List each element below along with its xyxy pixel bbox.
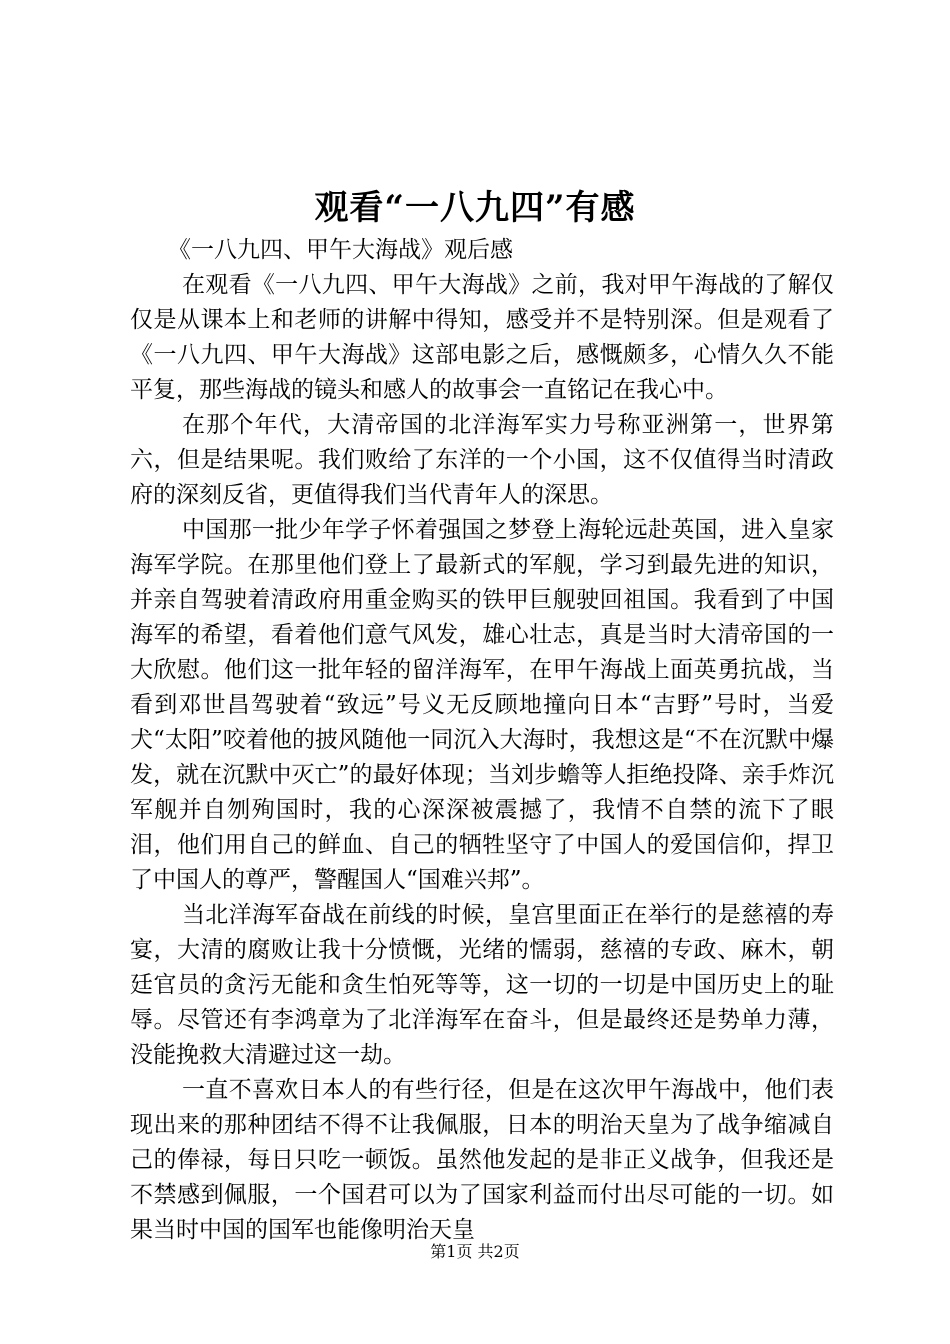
document-title: 观看“一八九四”有感	[314, 188, 636, 228]
paragraph: 在那个年代，大清帝国的北洋海军实力号称亚洲第一，世界第六，但是结果呢。我们败给了东洋的一个小国，这不仅值得当时清政府的深刻反省，更值得我们当代青年人的深思。	[130, 412, 834, 508]
document-body	[130, 233, 834, 1248]
paragraph: 当北洋海军奋战在前线的时候，皇宫里面正在举行的是慈禧的寿宴，大清的腐败让我十分愤慨，光绪的懦弱，慈禧的专政、麻木，朝廷官员的贪污无能和贪生怕死等等，这一切的一切是中国历史上的耻辱。尽管还有李鸿章为了北洋海军在奋斗，但是最终还是势单力薄，没能挽救大清避过这一劫。	[130, 902, 834, 1068]
document-subtitle: 《一八九四、甲午大海战》观后感	[168, 237, 513, 263]
paragraph: 在观看《一八九四、甲午大海战》之前，我对甲午海战的了解仅仅是从课本上和老师的讲解中得知，感受并不是特别深。但是观看了《一八九四、甲午大海战》这部电影之后，感慨颇多，心情久久不能平复，那些海战的镜头和感人的故事会一直铭记在我心中。	[130, 272, 834, 403]
paragraph: 一直不喜欢日本人的有些行径，但是在这次甲午海战中，他们表现出来的那种团结不得不让我佩服，日本的明治天皇为了战争缩减自己的俸禄，每日只吃一顿饭。虽然他发起的是非正义战争，但我还是不禁感到佩服，一个国君可以为了国家利益而付出尽可能的一切。如果当时中国的国军也能像明治天皇	[130, 1077, 834, 1243]
page-number-footer: 第1页 共2页	[430, 1242, 520, 1261]
paragraph: 中国那一批少年学子怀着强国之梦登上海轮远赴英国，进入皇家海军学院。在那里他们登上了最新式的军舰，学习到最先进的知识，并亲自驾驶着清政府用重金购买的铁甲巨舰驶回祖国。我看到了中国海军的希望，看着他们意气风发，雄心壮志，真是当时大清帝国的一大欣慰。他们这一批年轻的留洋海军，在甲午海战上面英勇抗战，当看到邓世昌驾驶着“致远”号义无反顾地撞向日本“吉野”号时，当爱犬“太阳”咬着他的披风随他一同沉入大海时，我想这是“不在沉默中爆发，就在沉默中灭亡”的最好体现；当刘步蟾等人拒绝投降、亲手炸沉军舰并自刎殉国时，我的心深深被震撼了，我情不自禁的流下了眼泪，他们用自己的鲜血、自己的牺牲坚守了中国人的爱国信仰，捍卫了中国人的尊严，警醒国人“国难兴邦”。	[130, 517, 834, 893]
